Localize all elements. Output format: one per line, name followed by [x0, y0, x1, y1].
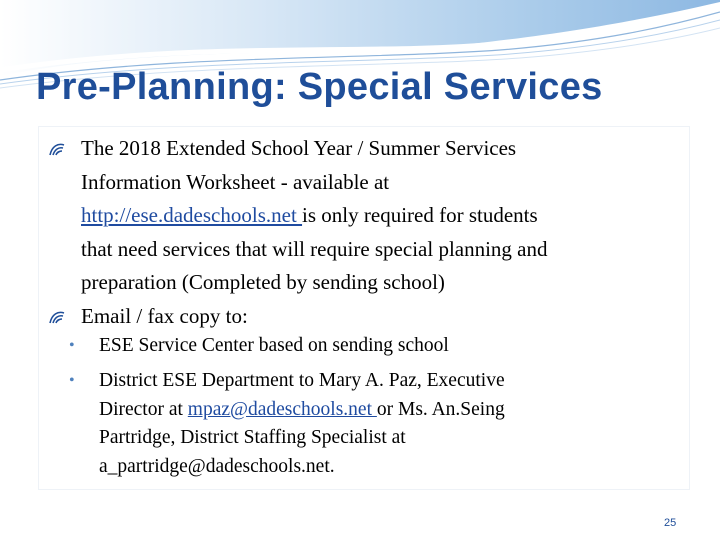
- bullet-item: [47, 132, 687, 300]
- arc-bullet-icon: [47, 140, 67, 158]
- bullet-line: preparation (Completed by sending school): [81, 270, 445, 294]
- sub-bullet-text: ESE Service Center based on sending school: [99, 335, 449, 356]
- sub-bullet-line: District ESE Department to Mary A. Paz, Executive: [99, 370, 505, 391]
- email-link-mpaz[interactable]: mpaz@dadeschools.net: [187, 398, 377, 420]
- sub-bullet-line: Director at: [99, 398, 188, 420]
- sub-bullet-line: Partridge, District Staffing Specialist at: [99, 427, 406, 448]
- bullet-line: is only required for students: [302, 203, 538, 227]
- ese-website-link[interactable]: http://ese.dadeschools.net: [81, 203, 303, 227]
- sub-bullet-line: or Ms. An.Seing: [376, 398, 505, 420]
- arc-bullet-icon: [47, 308, 67, 326]
- sub-bullet-line: a_partridge@dadeschools.net.: [99, 455, 335, 477]
- bullet-text: Email / fax copy to:: [81, 304, 248, 328]
- sub-bullet-item: [69, 367, 669, 481]
- dot-bullet-icon: •: [69, 372, 75, 389]
- slide-title: Pre-Planning: Special Services: [36, 66, 603, 108]
- sub-bullet-item: [69, 332, 669, 361]
- content-box: [38, 126, 690, 490]
- bullet-item: [47, 300, 687, 334]
- bullet-line: that need services that will require special planning and: [81, 236, 548, 261]
- dot-bullet-icon: •: [69, 337, 75, 354]
- page-number: 25: [664, 517, 677, 529]
- bullet-line: Information Worksheet - available at: [81, 169, 390, 194]
- bullet-line: The 2018 Extended School Year / Summer Services: [81, 136, 517, 160]
